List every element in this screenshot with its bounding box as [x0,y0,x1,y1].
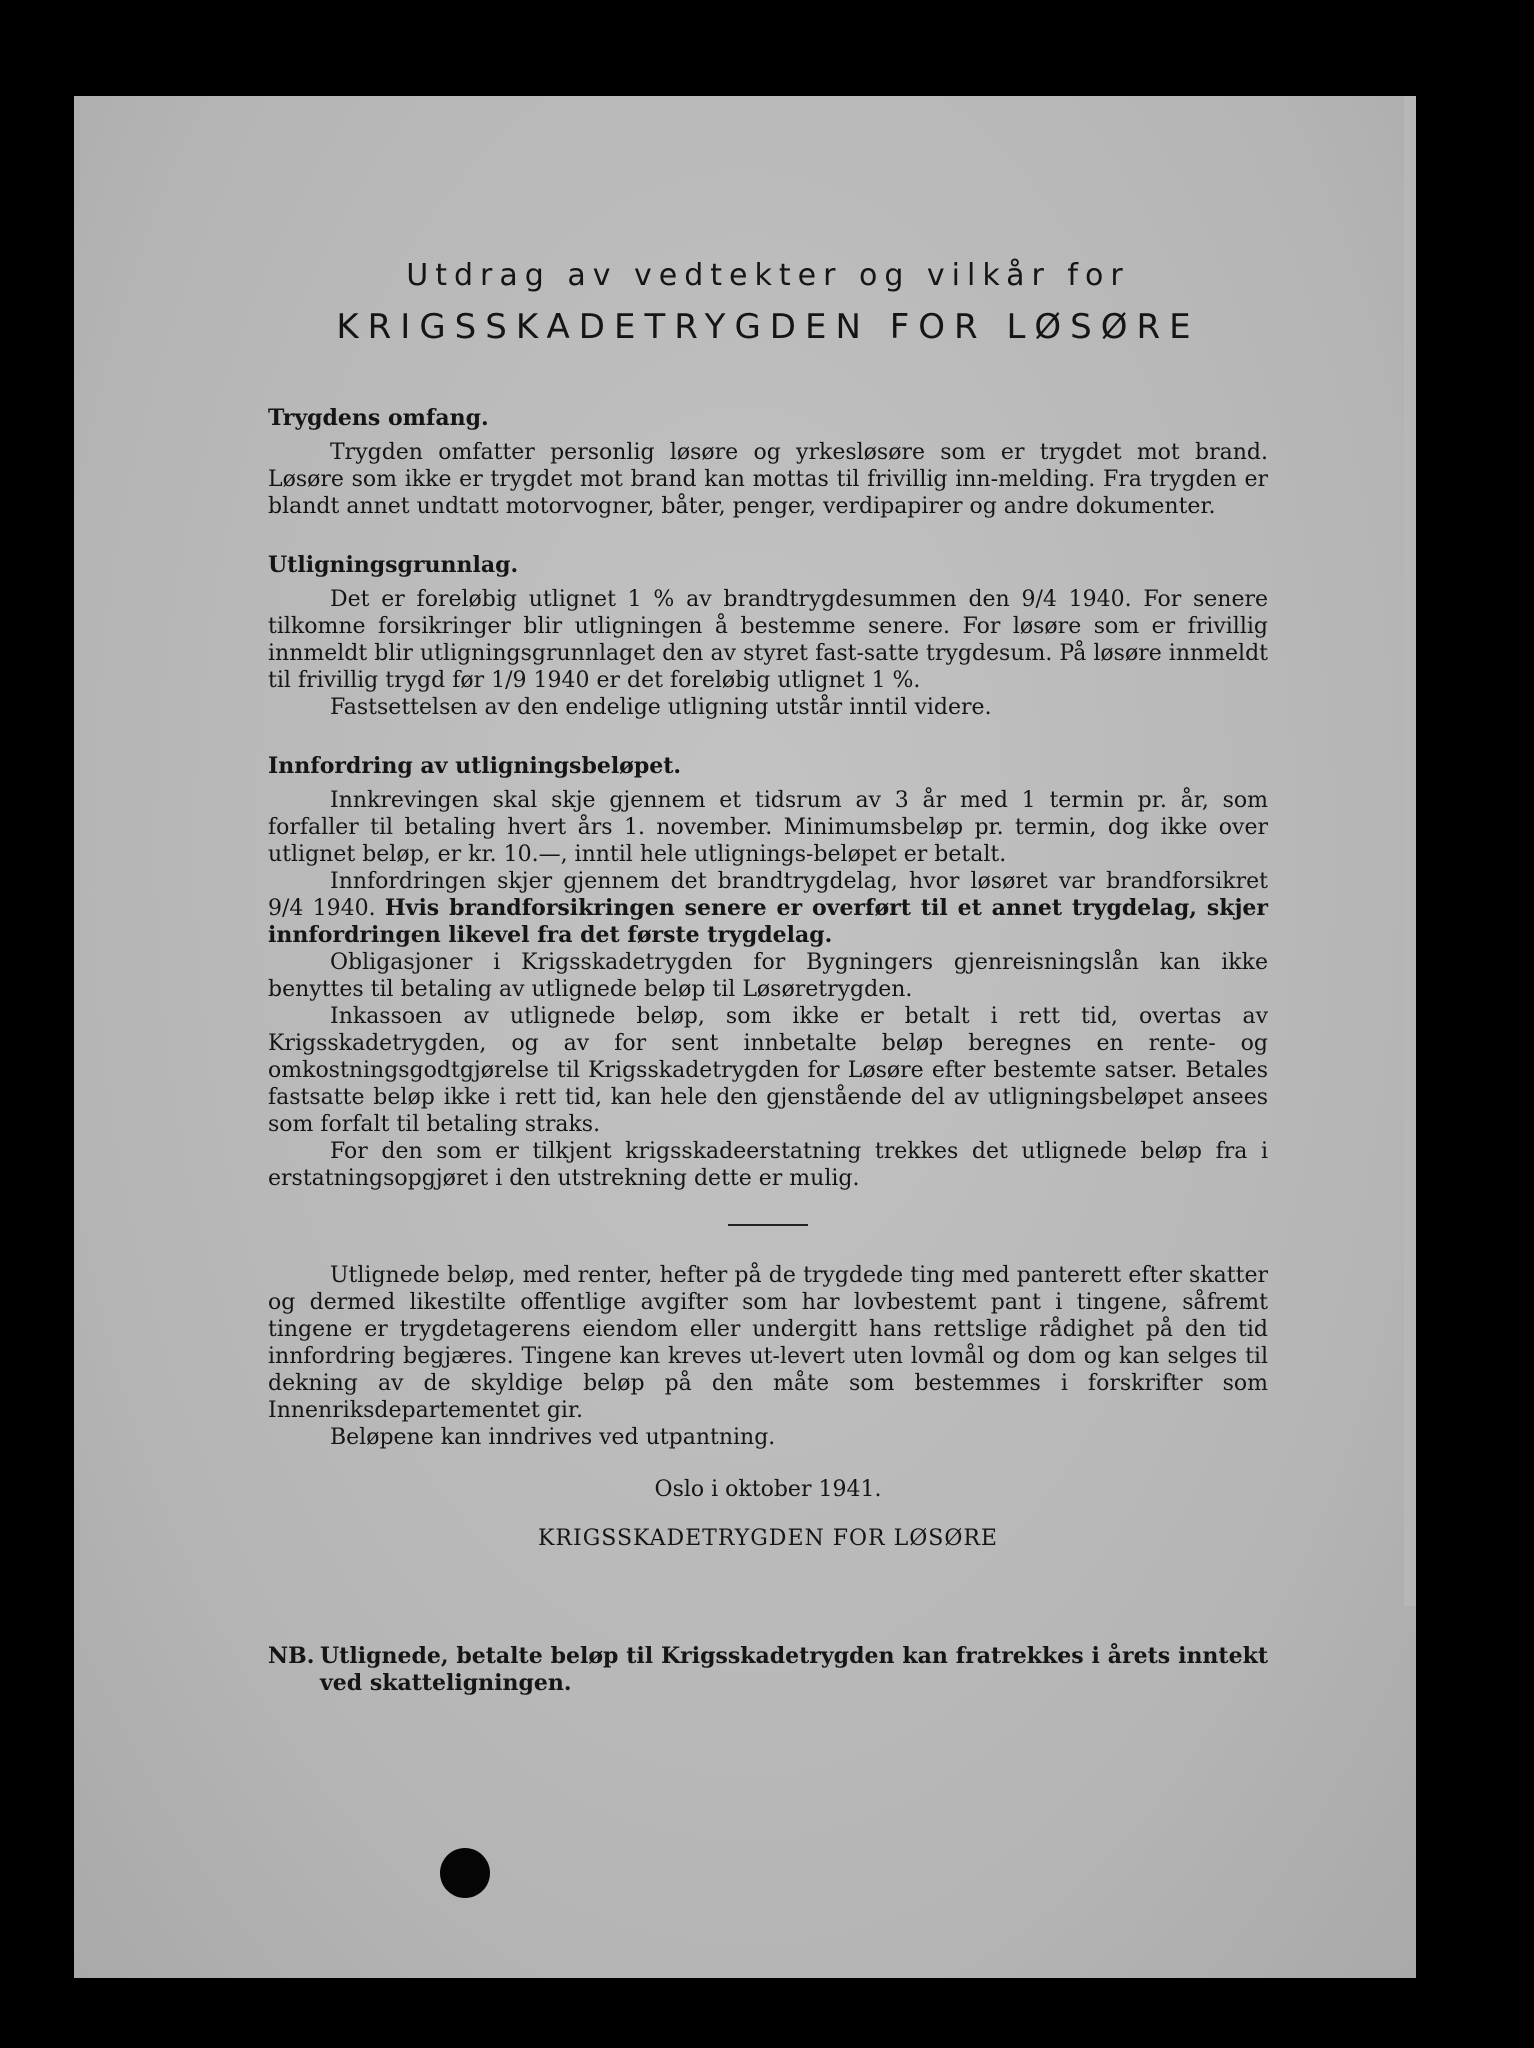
closing-paragraph: Beløpene kan inndrives ved utpantning. [330,1425,776,1450]
section-scope [268,405,1268,520]
section-paragraph: Fastsettelsen av den endelige utligning utstår inntil videre. [330,695,992,720]
divider [728,1224,808,1226]
paragraph-bold-text: Hvis brandforsikringen senere er overført til et annet trygdelag, skjer innfordringen likevel fra det første trygdelag. [268,895,1268,948]
document-subtitle: Utdrag av vedtekter og vilkår for [406,258,1130,293]
nb-label: NB. [268,1643,315,1669]
nb-text: Utlignede, betalte beløp til Krigsskadetrygden kan fratrekkes i årets inntekt ved skatteligningen. [320,1643,1268,1696]
section-heading: Utligningsgrunnlag. [268,552,519,578]
punch-hole [440,1848,490,1898]
scan-border [1416,0,1534,2048]
section-paragraph: Obligasjoner i Krigsskadetrygden for Bygningers gjenreisningslån kan ikke benyttes til betaling av utlignede beløp til Løsøretrygden. [268,950,1268,1002]
signature: KRIGSSKADETRYGDEN FOR LØSØRE [538,1526,998,1551]
section-heading: Innfordring av utligningsbeløpet. [268,753,682,779]
section-basis [268,552,1268,721]
paragraph-text: Innfordringen skjer gjennem det brandtrygdelag, hvor løsøret var brandforsikret 9/4 1940. [268,869,1268,921]
section-paragraph: Trygden omfatter personlig løsøre og yrkesløsøre som er trygdet mot brand. Løsøre som ikke er trygdet mot brand kan mottas til frivillig inn-melding. Fra trygden er blandt annet undtatt motorvogner, båter, penger, verdipapirer og andre dokumenter. [268,440,1268,519]
closing-paragraph: Utlignede beløp, med renter, hefter på de trygdede ting med panterett efter skatter og dermed likestilte offentlige avgifter som har lovbestemt pant i tingene, såfremt tingene er trygdetagerens eiendom eller undergitt hans rettslige rådighet på den tid innfordring begjæres. Tingene kan kreves ut-levert uten lovmål og dom og kan selges til dekning av de skyldige beløp på den måte som bestemmes i forskrifter som Innenriksdepartementet gir. [268,1263,1268,1423]
section-paragraph: For den som er tilkjent krigsskadeerstatning trekkes det utlignede beløp fra i erstatningsopgjøret i den utstrekning dette er mulig. [268,1139,1268,1191]
document-title: KRIGSSKADETRYGDEN FOR LØSØRE [336,307,1200,347]
place-date: Oslo i oktober 1941. [654,1477,882,1502]
section-collection [268,753,1268,1192]
section-paragraph: Innkrevingen skal skje gjennem et tidsrum av 3 år med 1 termin pr. år, som forfaller til betaling hvert års 1. november. Minimumsbeløp pr. termin, dog ikke over utlignet beløp, er kr. 10.—, inntil hele utlignings-beløpet er betalt. [268,788,1268,867]
scan-notch [1432,1570,1454,1640]
section-paragraph: Det er foreløbig utlignet 1 % av brandtrygdesummen den 9/4 1940. For senere tilkomne forsikringer blir utligningen å bestemme senere. For løsøre som er frivillig innmeldt blir utligningsgrunnlaget den av styret fast-satte trygdesum. På løsøre innmeldt til frivillig trygd før 1/9 1940 er det foreløbig utlignet 1 %. [268,587,1268,693]
document-body [268,258,1268,1697]
section-paragraph: Inkassoen av utlignede beløp, som ikke er betalt i rett tid, overtas av Krigsskadetrygden, og av for sent innbetalte beløp beregnes en rente- og omkostningsgodtgjørelse til Krigsskadetrygden for Løsøre efter bestemte satser. Betales fastsatte beløp ikke i rett tid, kan hele den gjenstående del av utligningsbeløpet ansees som forfalt til betaling straks. [268,1004,1268,1137]
section-paragraph [268,868,1268,949]
nb-note [268,1643,1268,1697]
section-heading: Trygdens omfang. [268,405,489,431]
